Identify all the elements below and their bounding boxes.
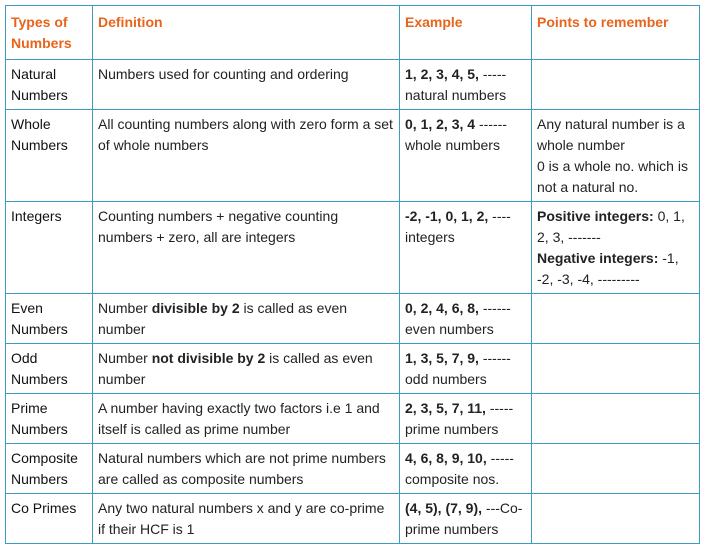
example-bold-text: 2, 3, 5, 7, 11, <box>405 400 486 416</box>
definition-text: is called as even number <box>98 300 348 337</box>
type-cell: Integers <box>6 202 93 294</box>
example-bold-text: 4, 6, 8, 9, 10, <box>405 450 487 466</box>
definition-text: Number <box>98 300 152 316</box>
table-row <box>6 394 700 444</box>
points-cell <box>532 394 700 444</box>
points-cell <box>532 294 700 344</box>
header-definition: Definition <box>93 6 400 60</box>
table-header-row <box>6 6 700 60</box>
example-text: ----- composite nos. <box>405 450 514 487</box>
example-bold-text: (4, 5), (7, 9), <box>405 500 483 516</box>
definition-cell: Any two natural numbers x and y are co-prime if their HCF is 1 <box>93 494 400 544</box>
table-row <box>6 294 700 344</box>
example-cell <box>400 444 532 494</box>
example-cell <box>400 394 532 444</box>
example-text: ---Co-prime numbers <box>405 500 523 537</box>
points-cell <box>532 110 700 202</box>
negative-integers-label: Negative integers: <box>537 250 659 266</box>
definition-text: Number <box>98 350 152 366</box>
example-text: ----- natural numbers <box>405 66 507 103</box>
type-cell: Natural Numbers <box>6 60 93 110</box>
type-cell: Prime Numbers <box>6 394 93 444</box>
example-cell <box>400 202 532 294</box>
example-text: ------ even numbers <box>405 300 511 337</box>
header-types-of-numbers: Types of Numbers <box>6 6 93 60</box>
number-types-table <box>5 5 700 544</box>
negative-integers-value: -1, -2, -3, -4, --------- <box>537 250 679 287</box>
definition-text: is called as even number <box>98 350 373 387</box>
example-text: ------ whole numbers <box>405 116 507 153</box>
positive-integers-value: 0, 1, 2, 3, ------- <box>537 208 685 245</box>
points-cell <box>532 60 700 110</box>
type-cell: Whole Numbers <box>6 110 93 202</box>
points-cell <box>532 444 700 494</box>
example-cell <box>400 110 532 202</box>
header-points-to-remember: Points to remember <box>532 6 700 60</box>
example-text: ---- integers <box>405 208 511 245</box>
type-cell: Even Numbers <box>6 294 93 344</box>
points-line: 0 is a whole no. which is not a natural no. <box>537 158 688 195</box>
points-cell <box>532 344 700 394</box>
table-row <box>6 60 700 110</box>
points-line <box>537 248 694 290</box>
example-cell <box>400 344 532 394</box>
table-row <box>6 494 700 544</box>
example-cell <box>400 494 532 544</box>
example-bold-text: 1, 2, 3, 4, 5, <box>405 66 479 82</box>
points-cell <box>532 494 700 544</box>
example-text: ------ odd numbers <box>405 350 511 387</box>
example-cell <box>400 60 532 110</box>
header-example: Example <box>400 6 532 60</box>
table-row <box>6 344 700 394</box>
definition-cell <box>93 294 400 344</box>
definition-cell <box>93 344 400 394</box>
definition-cell: A number having exactly two factors i.e 1 and itself is called as prime number <box>93 394 400 444</box>
table-row <box>6 444 700 494</box>
definition-cell: Counting numbers + negative counting numbers + zero, all are integers <box>93 202 400 294</box>
definition-cell: All counting numbers along with zero form a set of whole numbers <box>93 110 400 202</box>
example-bold-text: 0, 1, 2, 3, 4 <box>405 116 476 132</box>
example-bold-text: 1, 3, 5, 7, 9, <box>405 350 479 366</box>
type-cell: Composite Numbers <box>6 444 93 494</box>
example-bold-text: 0, 2, 4, 6, 8, <box>405 300 479 316</box>
points-line: Any natural number is a whole number <box>537 116 685 153</box>
example-text: ----- prime numbers <box>405 400 514 437</box>
definition-cell: Numbers used for counting and ordering <box>93 60 400 110</box>
example-bold-text: -2, -1, 0, 1, 2, <box>405 208 489 224</box>
example-cell <box>400 294 532 344</box>
type-cell: Odd Numbers <box>6 344 93 394</box>
type-cell: Co Primes <box>6 494 93 544</box>
points-cell <box>532 202 700 294</box>
table-row <box>6 110 700 202</box>
table-row <box>6 202 700 294</box>
definition-bold-text: not divisible by 2 <box>151 350 266 366</box>
definition-cell: Natural numbers which are not prime numbers are called as composite numbers <box>93 444 400 494</box>
points-line <box>537 206 694 248</box>
definition-bold-text: divisible by 2 <box>151 300 240 316</box>
positive-integers-label: Positive integers: <box>537 208 654 224</box>
